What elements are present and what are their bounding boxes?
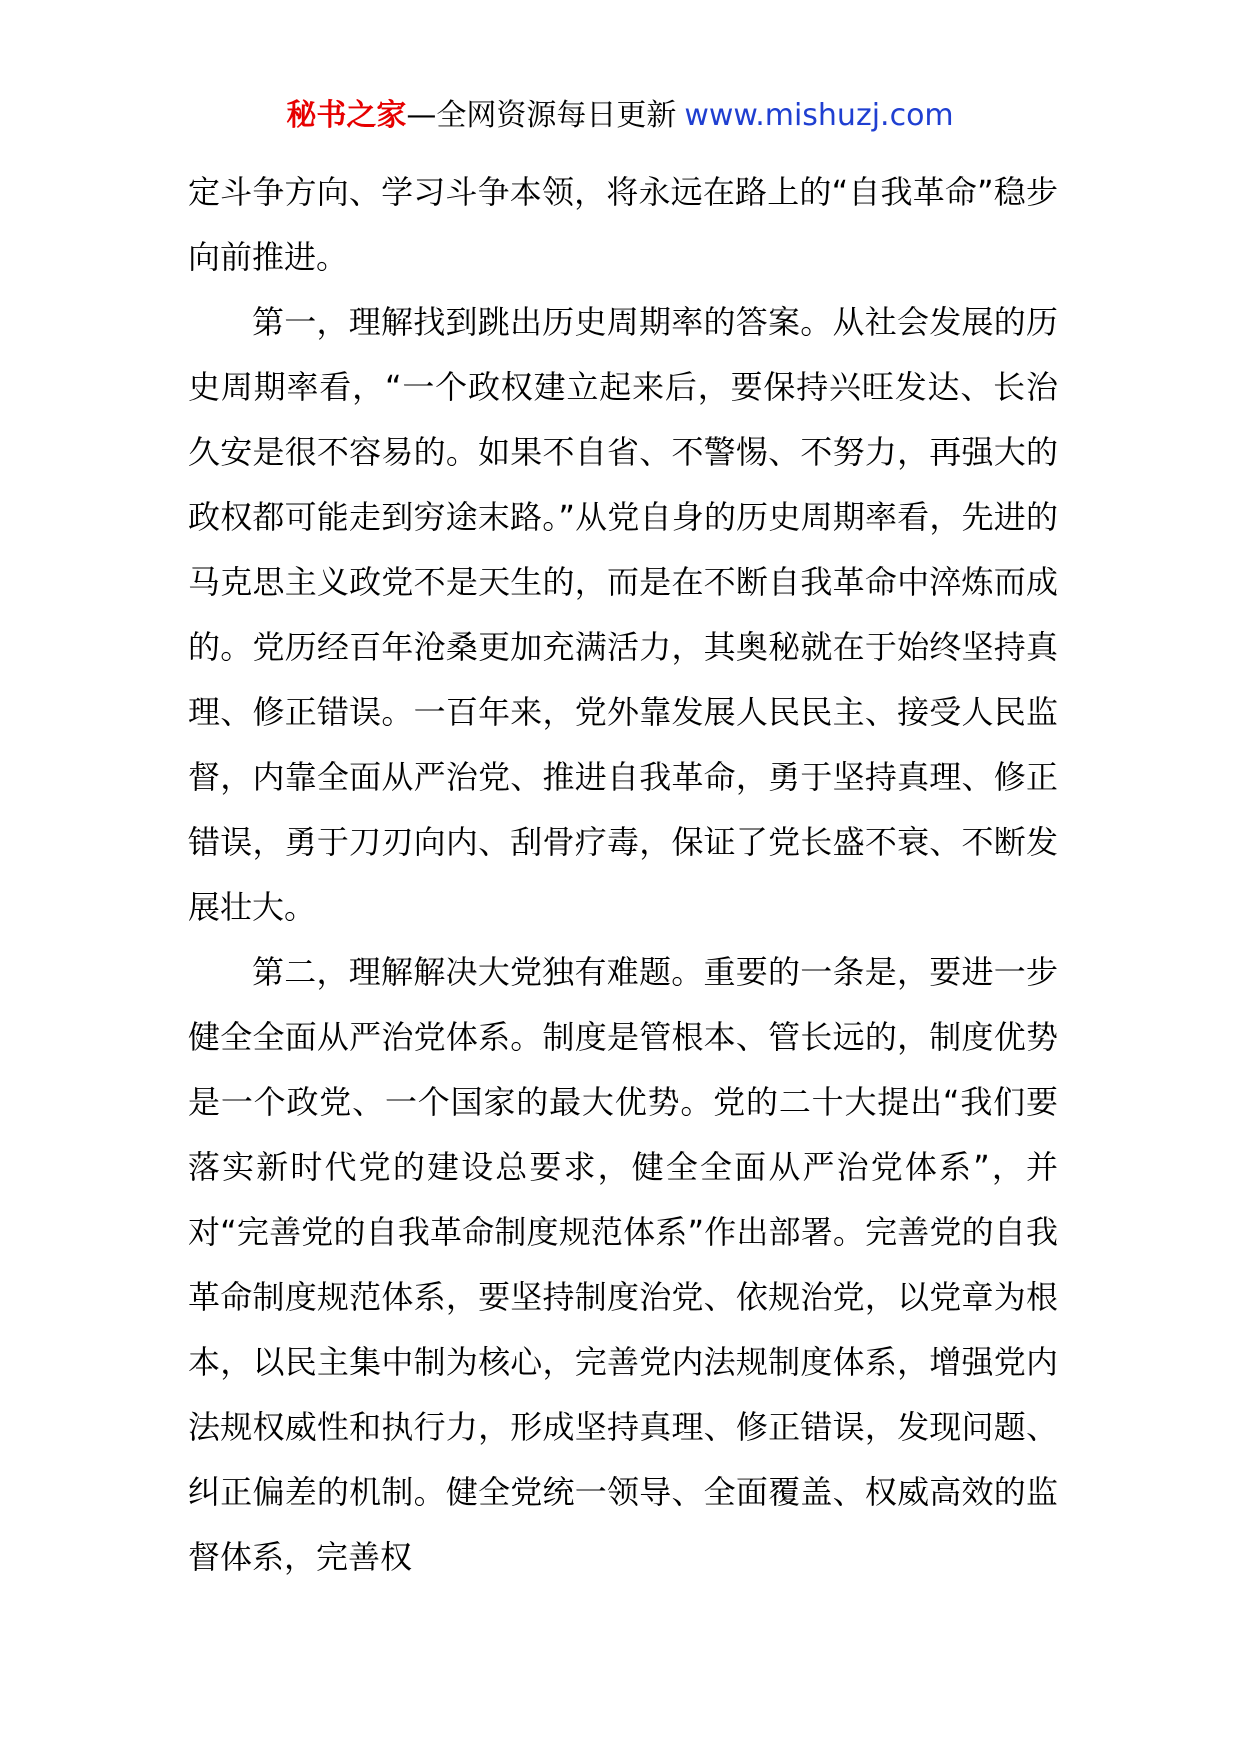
- site-slogan: —全网资源每日更新: [406, 98, 677, 133]
- paragraph-continuation: 定斗争方向、学习斗争本领，将永远在路上的“自我革命”稳步向前推进。: [188, 173, 1058, 276]
- site-header: [0, 96, 1240, 136]
- document-body: [188, 160, 1058, 1590]
- paragraph-first-point: 第一，理解找到跳出历史周期率的答案。从社会发展的历史周期率看，“一个政权建立起来后，要保持兴旺发达、长治久安是很不容易的。如果不自省、不警惕、不努力，再强大的政权都可能走到穷途末路。”从党自身的历史周期率看，先进的马克思主义政党不是天生的，而是在不断自我革命中淬炼而成的。党历经百年沧桑更加充满活力，其奥秘就在于始终坚持真理、修正错误。一百年来，党外靠发展人民民主、接受人民监督，内靠全面从严治党、推进自我革命，勇于坚持真理、修正错误，勇于刀刃向内、刮骨疗毒，保证了党长盛不衰、不断发展壮大。: [188, 303, 1058, 926]
- site-brand: 秘书之家: [286, 98, 407, 133]
- site-url-link[interactable]: www.mishuzj.com: [684, 98, 954, 133]
- paragraph-second-point: 第二，理解解决大党独有难题。重要的一条是，要进一步健全全面从严治党体系。制度是管根本、管长远的，制度优势是一个政党、一个国家的最大优势。党的二十大提出“我们要落实新时代党的建设总要求，健全全面从严治党体系”，并对“完善党的自我革命制度规范体系”作出部署。完善党的自我革命制度规范体系，要坚持制度治党、依规治党，以党章为根本，以民主集中制为核心，完善党内法规制度体系，增强党内法规权威性和执行力，形成坚持真理、修正错误，发现问题、纠正偏差的机制。健全党统一领导、全面覆盖、权威高效的监督体系，完善权: [188, 953, 1058, 1576]
